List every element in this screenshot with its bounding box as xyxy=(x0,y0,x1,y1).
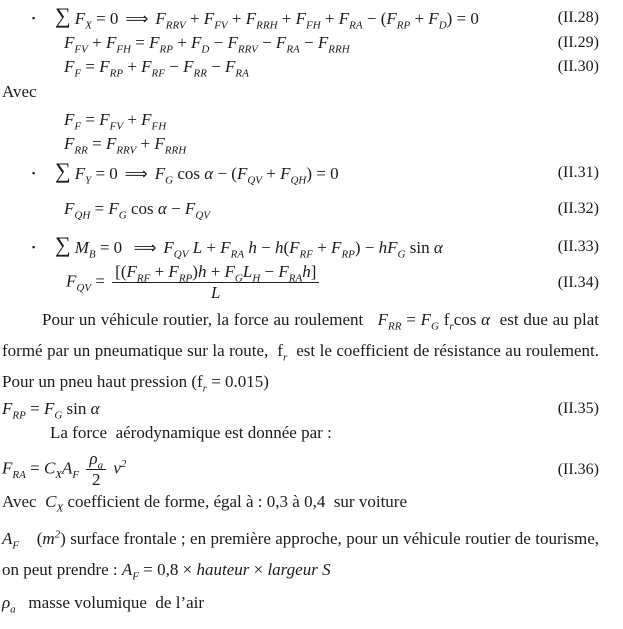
math-text: masse volumique de l’air xyxy=(15,593,205,612)
superscript: 2 xyxy=(54,528,61,541)
equation-row xyxy=(2,5,599,31)
math-text: − xyxy=(165,57,184,76)
subscript: FH xyxy=(306,19,321,32)
math-text: coefficient de forme, égal à : 0,3 à 0,4 sur voiture xyxy=(63,492,407,511)
subscript: QH xyxy=(290,174,307,187)
subscript: RP xyxy=(109,67,124,80)
math-variable: F xyxy=(386,9,397,28)
text-line xyxy=(2,421,599,445)
bullet-icon: ▪ xyxy=(32,168,36,178)
math-variable: A xyxy=(62,458,73,478)
equation-content xyxy=(64,31,350,55)
math-variable: F xyxy=(338,9,350,28)
math-variable: F xyxy=(275,33,287,52)
math-variable: F xyxy=(236,164,248,183)
math-text: + xyxy=(123,110,142,129)
math-text: Avec xyxy=(2,82,37,101)
math-text: = xyxy=(81,57,100,76)
math-text: + xyxy=(312,238,332,257)
math-variable: h xyxy=(248,238,257,257)
subscript: F xyxy=(72,468,80,481)
equation-row xyxy=(2,160,599,186)
math-variable: F xyxy=(64,199,75,218)
equation-content xyxy=(55,160,339,186)
math-text: + xyxy=(136,134,155,153)
subscript: RA xyxy=(12,468,26,481)
equation-row xyxy=(2,397,599,421)
math-variable: F xyxy=(64,33,75,52)
sum-symbol: ∑ xyxy=(55,158,71,183)
text-line xyxy=(2,591,599,615)
math-text: − xyxy=(260,262,279,281)
subscript: QV xyxy=(195,209,210,222)
math-variable: L xyxy=(211,283,221,302)
subscript: G xyxy=(234,272,243,285)
equation-content xyxy=(2,449,126,490)
subscript: G xyxy=(165,174,174,187)
math-text: = 0 xyxy=(91,9,119,28)
math-text: × xyxy=(249,560,268,579)
subscript: RRH xyxy=(256,19,278,32)
subscript: RRV xyxy=(116,144,137,157)
math-text: ) surface frontale ; en première approche, pour un véhicule routier de tourisme, on peut prendre : xyxy=(2,529,599,579)
text-content xyxy=(2,528,599,583)
equation-content xyxy=(2,397,100,421)
math-text: = 0.015) xyxy=(206,372,269,391)
math-variable: S xyxy=(322,560,331,579)
math-variable: F xyxy=(2,399,13,418)
superscript: 2 xyxy=(120,457,127,470)
subscript: RRV xyxy=(237,43,258,56)
text-line xyxy=(2,80,599,104)
math-text: = xyxy=(401,310,421,329)
subscript: RR xyxy=(388,320,402,333)
math-variable: F xyxy=(191,33,202,52)
math-text: est due au plat formé par un pneumatique sur la route, f xyxy=(2,310,599,360)
equation-row xyxy=(2,234,599,260)
math-text: = xyxy=(87,134,106,153)
subscript: X xyxy=(55,468,63,481)
fraction xyxy=(112,262,319,303)
equation-number: (II.35) xyxy=(557,400,599,417)
subscript: D xyxy=(201,43,210,56)
math-variable: F xyxy=(280,164,291,183)
math-text: + xyxy=(123,57,142,76)
math-text xyxy=(79,458,83,477)
math-text: = xyxy=(131,33,150,52)
subscript: FH xyxy=(116,43,131,56)
math-text: = 0 xyxy=(91,164,118,183)
equation-number: (II.36) xyxy=(557,460,599,478)
equation-row xyxy=(2,197,599,221)
math-variable: hauteur xyxy=(196,560,250,579)
math-text: + xyxy=(262,164,281,183)
fraction-numerator xyxy=(86,449,106,472)
math-variable: m xyxy=(42,529,55,548)
subscript: QH xyxy=(74,209,91,222)
math-variable: F xyxy=(108,199,119,218)
math-variable: h xyxy=(274,238,284,257)
subscript: QV xyxy=(173,248,189,261)
subscript: FH xyxy=(151,120,167,133)
math-text: sin xyxy=(405,238,434,257)
subscript: r xyxy=(449,320,454,333)
equation-content xyxy=(64,108,166,132)
subscript: RF xyxy=(299,248,313,261)
subscript: F xyxy=(12,539,20,552)
subscript: RR xyxy=(193,67,207,80)
math-variable: F xyxy=(99,57,110,76)
math-variable: F xyxy=(105,134,117,153)
math-text: − xyxy=(257,33,276,52)
math-text: − xyxy=(299,33,318,52)
subscript: RR xyxy=(74,144,88,157)
subscript: RP xyxy=(178,272,193,285)
math-variable: F xyxy=(64,110,75,129)
math-text: = xyxy=(90,199,109,218)
math-variable: α xyxy=(481,310,491,329)
equation-row xyxy=(2,108,599,132)
implies-arrow: ⟹ xyxy=(124,164,148,183)
subscript: G xyxy=(118,209,127,222)
subscript: RP xyxy=(159,43,173,56)
text-content xyxy=(2,591,204,615)
sum-symbol: ∑ xyxy=(55,3,71,28)
fraction-numerator xyxy=(112,262,319,285)
math-variable: F xyxy=(224,262,235,281)
text-content xyxy=(50,421,332,445)
document-page xyxy=(0,5,623,629)
math-variable: F xyxy=(154,134,165,153)
equation-content xyxy=(64,55,249,79)
sum-symbol: ∑ xyxy=(55,232,71,257)
math-variable: h xyxy=(302,262,311,281)
math-variable: F xyxy=(387,238,398,257)
math-text: = xyxy=(81,110,100,129)
math-variable: F xyxy=(154,164,166,183)
bullet-icon: ▪ xyxy=(32,13,36,23)
subscript: RA xyxy=(286,43,300,56)
equation-content xyxy=(64,132,186,156)
math-text: La force aérodynamique est donnée par : xyxy=(50,423,332,442)
math-variable: F xyxy=(43,399,55,418)
math-text: − ( xyxy=(362,9,387,28)
math-variable: ρ xyxy=(2,593,11,612)
math-variable: F xyxy=(377,310,388,329)
math-variable: F xyxy=(155,9,166,28)
math-variable: F xyxy=(163,238,174,257)
math-text: = xyxy=(25,458,44,478)
math-text: Avec xyxy=(2,492,46,511)
fraction xyxy=(86,449,106,490)
subscript: RP xyxy=(341,248,355,261)
subscript: F xyxy=(74,67,82,80)
math-text: − xyxy=(206,57,226,76)
math-text: − ( xyxy=(213,164,237,183)
equation-number: (II.28) xyxy=(557,9,599,26)
subscript: QV xyxy=(76,281,92,294)
math-variable: F xyxy=(227,33,238,52)
math-variable: F xyxy=(331,238,342,257)
equation-number: (II.29) xyxy=(557,34,599,51)
math-variable: α xyxy=(90,399,100,418)
math-variable: F xyxy=(149,33,160,52)
math-variable: F xyxy=(317,33,329,52)
equation-content xyxy=(64,197,210,221)
subscript: G xyxy=(397,248,406,261)
equation-number: (II.32) xyxy=(557,200,599,217)
subscript: X xyxy=(85,19,92,32)
equation-content xyxy=(66,262,322,303)
math-text: ( xyxy=(283,238,290,257)
subscript: D xyxy=(438,19,447,32)
implies-arrow: ⟹ xyxy=(133,238,157,257)
implies-arrow: ⟹ xyxy=(125,9,149,28)
document-body xyxy=(2,5,599,615)
math-text: 2 xyxy=(91,470,101,489)
math-variable: F xyxy=(64,57,75,76)
math-variable: F xyxy=(225,57,236,76)
subscript: r xyxy=(202,382,207,395)
text-content xyxy=(2,310,599,395)
math-text: ] xyxy=(310,262,317,281)
math-text: ) = 0 xyxy=(306,164,339,183)
paragraph xyxy=(2,304,599,397)
math-text: + xyxy=(320,9,339,28)
math-text: = 0 xyxy=(95,238,127,257)
math-text: Pour un véhicule routier, la force au roulement xyxy=(42,310,378,329)
math-text: ( xyxy=(19,529,43,548)
subscript: F xyxy=(74,120,82,133)
subscript: QV xyxy=(247,174,262,187)
math-variable: F xyxy=(203,9,215,28)
subscript: RF xyxy=(151,67,165,80)
math-text: ) xyxy=(192,262,198,281)
subscript: a xyxy=(10,603,16,616)
subscript: RF xyxy=(136,272,151,285)
math-variable: F xyxy=(428,9,439,28)
math-variable: F xyxy=(66,271,77,291)
math-text: + xyxy=(410,9,429,28)
math-text: + xyxy=(206,262,225,281)
math-variable: F xyxy=(220,238,231,257)
equation-row xyxy=(2,449,599,490)
math-text: ) = 0 xyxy=(446,9,479,28)
math-text: cos xyxy=(126,199,158,218)
math-text: = xyxy=(91,271,110,291)
bullet-icon: ▪ xyxy=(32,242,36,252)
math-text: cos xyxy=(173,164,205,183)
subscript: RRV xyxy=(165,19,186,32)
math-variable: M xyxy=(74,238,89,257)
text-content xyxy=(2,490,407,514)
math-variable: F xyxy=(141,110,152,129)
equation-number: (II.34) xyxy=(557,273,599,291)
equation-number: (II.33) xyxy=(557,238,599,255)
math-variable: F xyxy=(420,310,432,329)
equation-number: (II.31) xyxy=(557,164,599,181)
math-variable: F xyxy=(245,9,257,28)
subscript: X xyxy=(56,502,64,515)
math-variable: F xyxy=(141,57,152,76)
math-text: = xyxy=(25,399,44,418)
subscript: FV xyxy=(214,19,228,32)
subscript: RRH xyxy=(164,144,187,157)
math-variable: A xyxy=(2,529,13,548)
math-text: [( xyxy=(115,262,127,281)
subscript: r xyxy=(282,351,288,364)
subscript: RP xyxy=(396,19,411,32)
math-text: ) − xyxy=(354,238,379,257)
math-text: cos xyxy=(453,310,482,329)
equation-content xyxy=(55,234,443,260)
subscript: RA xyxy=(349,19,363,32)
math-variable: F xyxy=(74,9,86,28)
math-variable: F xyxy=(2,458,13,478)
fraction-denominator xyxy=(86,469,106,490)
math-variable: α xyxy=(433,238,443,257)
math-text: − xyxy=(209,33,228,52)
math-variable: F xyxy=(295,9,306,28)
math-variable: F xyxy=(168,262,179,281)
math-text: + xyxy=(202,238,221,257)
equation-content xyxy=(55,5,479,31)
math-text: est le coefficient de résistance au roulement. Pour un pneu haut pression (f xyxy=(2,341,599,391)
math-variable: C xyxy=(43,458,56,478)
math-text: f xyxy=(438,310,450,329)
equation-row xyxy=(2,55,599,79)
subscript: RRH xyxy=(328,43,350,56)
math-variable: largeur xyxy=(267,560,318,579)
math-variable: v xyxy=(113,458,121,478)
paragraph xyxy=(2,523,599,585)
math-text: − xyxy=(166,199,185,218)
subscript: F xyxy=(132,570,140,583)
subscript: RA xyxy=(235,67,249,80)
math-variable: F xyxy=(64,134,75,153)
equation-row xyxy=(2,262,599,303)
math-variable: A xyxy=(121,560,133,579)
subscript: Y xyxy=(85,174,92,187)
subscript: G xyxy=(54,409,63,422)
math-variable: α xyxy=(157,199,167,218)
math-variable: F xyxy=(105,33,117,52)
subscript: RP xyxy=(12,409,26,422)
math-variable: F xyxy=(184,199,196,218)
math-text: + xyxy=(185,9,204,28)
math-variable: h xyxy=(378,238,388,257)
math-text: + xyxy=(277,9,296,28)
math-text: + xyxy=(87,33,106,52)
math-variable: ρ xyxy=(89,449,98,468)
subscript: RA xyxy=(230,248,245,261)
subscript: FV xyxy=(74,43,88,56)
math-text: − xyxy=(256,238,275,257)
math-text: + xyxy=(227,9,246,28)
text-line xyxy=(2,490,599,514)
math-text: + xyxy=(150,262,169,281)
math-variable: F xyxy=(289,238,300,257)
math-variable: L xyxy=(242,262,253,281)
math-variable: F xyxy=(278,262,289,281)
math-variable: F xyxy=(183,57,194,76)
equation-row xyxy=(2,31,599,55)
math-variable: α xyxy=(204,164,214,183)
equation-number: (II.30) xyxy=(557,58,599,75)
fraction-denominator xyxy=(112,282,319,303)
math-text: sin xyxy=(62,399,91,418)
math-variable: h xyxy=(197,262,207,281)
subscript: RA xyxy=(288,272,303,285)
subscript: B xyxy=(88,248,96,261)
equation-row xyxy=(2,132,599,156)
subscript: G xyxy=(431,320,439,333)
math-variable: L xyxy=(192,238,203,257)
math-text: = 0,8 × xyxy=(139,560,197,579)
subscript: FV xyxy=(109,120,124,133)
text-content xyxy=(2,80,37,104)
math-variable: C xyxy=(45,492,57,511)
math-variable: F xyxy=(74,164,86,183)
subscript: H xyxy=(252,272,261,285)
math-variable: F xyxy=(99,110,110,129)
subscript: a xyxy=(97,459,104,472)
math-text: + xyxy=(172,33,192,52)
math-variable: F xyxy=(126,262,137,281)
